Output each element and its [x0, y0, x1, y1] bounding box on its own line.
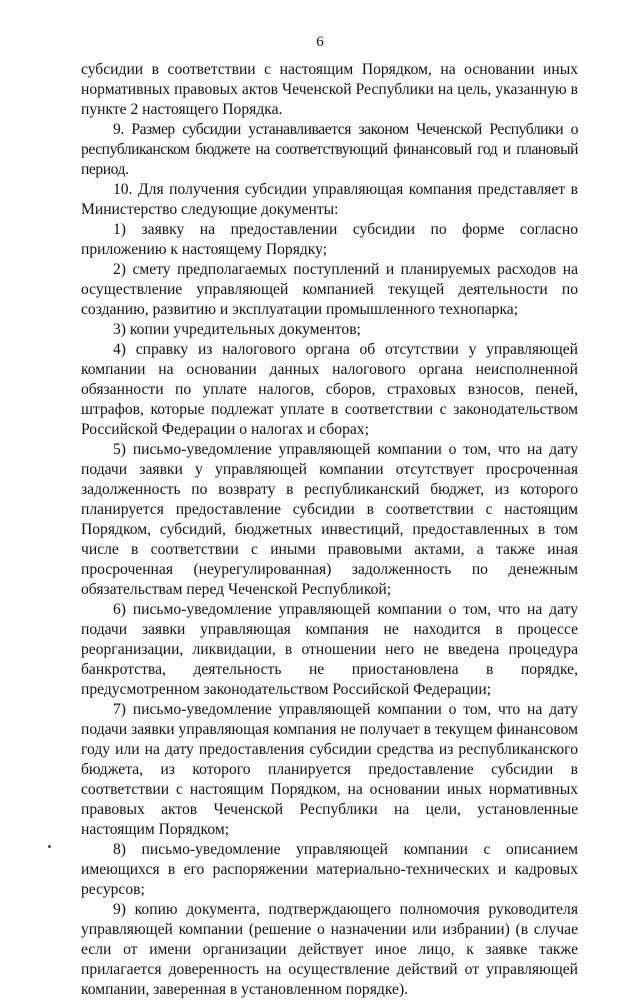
- list-item-3: 3) копии учредительных документов;: [113, 321, 361, 338]
- list-item-5: 5) письмо-уведомление управляющей компании о том, что на дату подачи заявки у управляющей компании отсутствует просроченная задолженность по возврату в республиканский бюджет, из которого планируется предоставление субсидии в соответствии с настоящим Порядком, субсидий, бюджетных инвестиций, предоставленных в том числе в соответствии с иными правовыми актами, а также иная просроченная (неурегулированная) задолженность по денежным обязательствам перед Чеченской Республикой;: [81, 441, 578, 598]
- paragraph-item-10: 10. Для получения субсидии управляющая компания представляет в Министерство следующие документы:: [81, 181, 578, 218]
- list-item-2: 2) смету предполагаемых поступлений и планируемых расходов на осуществление управляющей компанией текущей деятельности по созданию, развитию и эксплуатации промышленного технопарка;: [81, 261, 578, 318]
- list-item-7: 7) письмо-уведомление управляющей компании о том, что на дату подачи заявки управляющая компания не получает в текущем финансовом году или на дату предоставления субсидии средства из республиканского бюджета, из которого планируется предоставление субсидии в соответствии с настоящим Порядком, на основании иных нормативных правовых актов Чеченской Республики на цели, установленные настоящим Порядком;: [81, 701, 578, 838]
- list-item-6: 6) письмо-уведомление управляющей компании о том, что на дату подачи заявки управляющая компания не находится в процессе реорганизации, ликвидации, в отношении него не введена процедура банкротства, деятельность не приостановлена в порядке, предусмотренном законодательством Российской Федерации;: [81, 601, 578, 698]
- list-item-8: 8) письмо-уведомление управляющей компании с описанием имеющихся в его распоряжении материально-технических и кадровых ресурсов;: [81, 841, 578, 898]
- list-item-1: 1) заявку на предоставлении субсидии по форме согласно приложению к настоящему Порядку;: [81, 221, 578, 258]
- scan-speck: [48, 845, 51, 848]
- paragraph-continuation: субсидии в соответствии с настоящим Порядком, на основании иных нормативных правовых актов Чеченской Республики на цель, указанную в пункте 2 настоящего Порядка.: [81, 61, 578, 118]
- list-item-4: 4) справку из налогового органа об отсутствии у управляющей компании на основании данных налогового органа неисполненной обязанности по уплате налогов, сборов, страховых взносов, пеней, штрафов, которые подлежат уплате в соответствии с законодательством Российской Федерации о налогах и сборах;: [81, 341, 578, 438]
- list-item-9: 9) копию документа, подтверждающего полномочия руководителя управляющей компании (решение о назначении или избрании) (в случае если от имени организации действует иное лицо, к заявке также прилагается доверенность на осуществление действий от управляющей компании, заверенная в установленном порядке).: [81, 901, 578, 998]
- page-number: 6: [316, 34, 324, 50]
- paragraph-item-9: 9. Размер субсидии устанавливается законом Чеченской Республики о республиканском бюджете на соответствующий финансовый год и плановый период.: [81, 121, 578, 178]
- document-body: [81, 60, 578, 1000]
